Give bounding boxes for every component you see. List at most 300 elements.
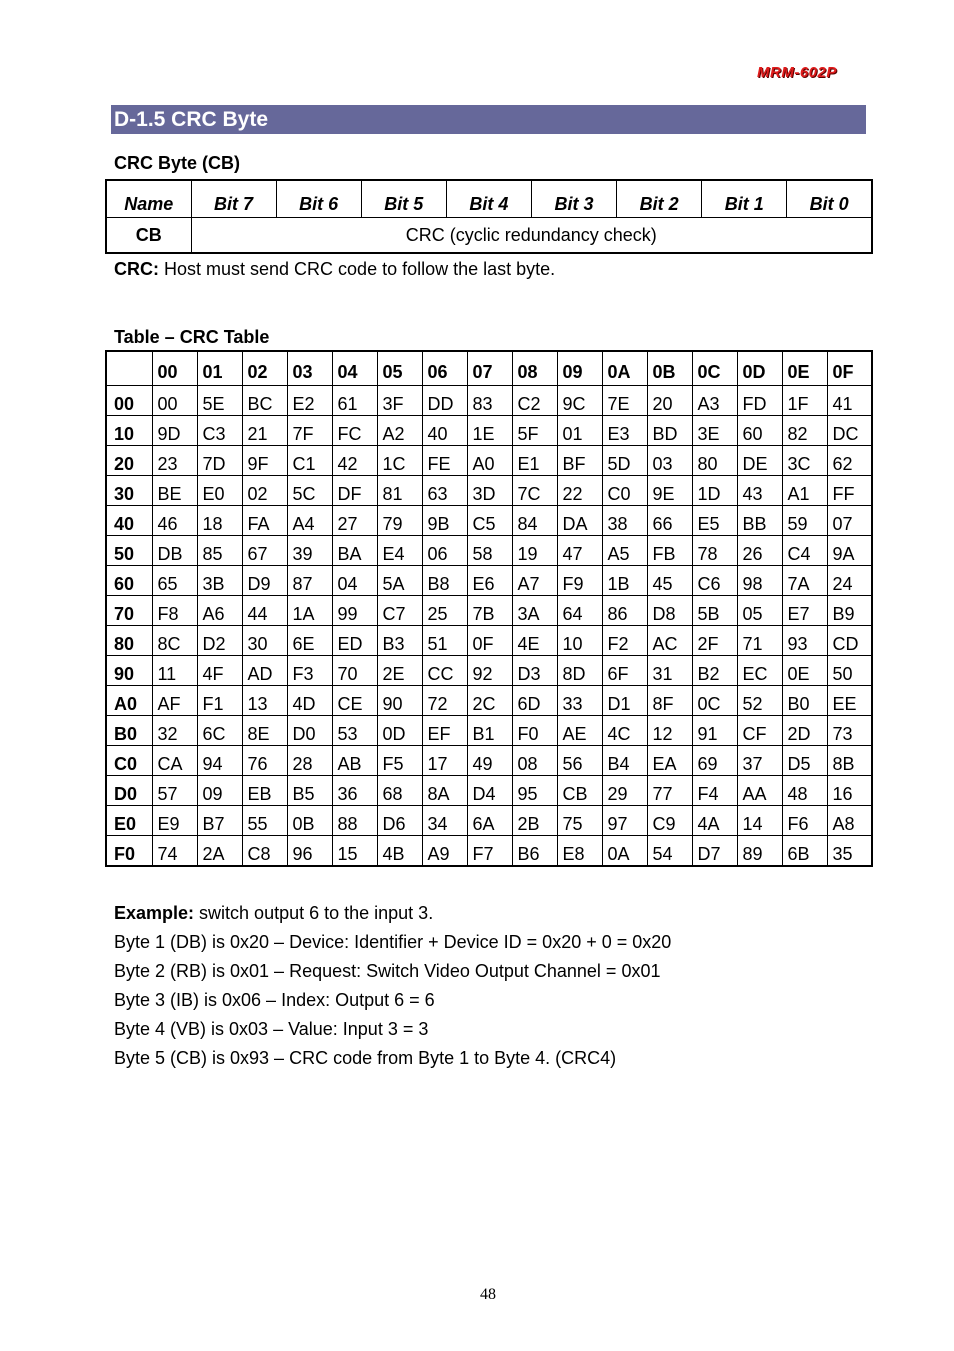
table-cell: 57	[152, 776, 197, 806]
crc-byte-table	[105, 179, 873, 254]
table-cell: 9D	[152, 416, 197, 446]
table-cell: 6F	[602, 656, 647, 686]
table-cell: E9	[152, 806, 197, 836]
table-row	[106, 806, 872, 836]
table-cell: 55	[242, 806, 287, 836]
table-cell: 69	[692, 746, 737, 776]
table-cell: 39	[287, 536, 332, 566]
table-cell: F3	[287, 656, 332, 686]
table-cell: 02	[242, 476, 287, 506]
row-header: 70	[106, 596, 152, 626]
table-cell: 33	[557, 686, 602, 716]
table-cell: 87	[287, 566, 332, 596]
table-cell: 81	[377, 476, 422, 506]
table-cell: EF	[422, 716, 467, 746]
table-cell: BB	[737, 506, 782, 536]
row-header: 40	[106, 506, 152, 536]
table-cell: 96	[287, 836, 332, 867]
table-cell: 21	[242, 416, 287, 446]
table-cell: 4B	[377, 836, 422, 867]
table-cell: FB	[647, 536, 692, 566]
header-name: Name	[106, 180, 191, 218]
table-cell: 95	[512, 776, 557, 806]
table-cell: 1C	[377, 446, 422, 476]
table-cell: 75	[557, 806, 602, 836]
table-cell: 65	[152, 566, 197, 596]
table-cell: B7	[197, 806, 242, 836]
table-cell: 10	[557, 626, 602, 656]
table-cell: CC	[422, 656, 467, 686]
table-cell: 18	[197, 506, 242, 536]
table-cell: 23	[152, 446, 197, 476]
table-cell: ED	[332, 626, 377, 656]
table-cell: 84	[512, 506, 557, 536]
table-cell: D3	[512, 656, 557, 686]
table-cell: E0	[197, 476, 242, 506]
table-cell: 68	[377, 776, 422, 806]
header-bit7: Bit 7	[191, 180, 276, 218]
table-cell: 42	[332, 446, 377, 476]
table-cell: 17	[422, 746, 467, 776]
header-bit5: Bit 5	[361, 180, 446, 218]
table-cell: 7E	[602, 386, 647, 416]
table-cell: 1A	[287, 596, 332, 626]
table-cell: 59	[782, 506, 827, 536]
table-cell: AD	[242, 656, 287, 686]
example-intro-text: switch output 6 to the input 3.	[194, 903, 434, 923]
row-header: D0	[106, 776, 152, 806]
table-row	[106, 386, 872, 416]
table-cell: 40	[422, 416, 467, 446]
section-title: D-1.5 CRC Byte	[111, 105, 866, 134]
table-cell: 60	[737, 416, 782, 446]
table-cell: C9	[647, 806, 692, 836]
table-cell: 77	[647, 776, 692, 806]
row-header: A0	[106, 686, 152, 716]
crc-table-header-row	[106, 351, 872, 386]
table-cell: 85	[197, 536, 242, 566]
table-cell: 0D	[377, 716, 422, 746]
table-cell: AE	[557, 716, 602, 746]
table-cell: 6A	[467, 806, 512, 836]
table-cell: E5	[692, 506, 737, 536]
table-cell: 62	[827, 446, 872, 476]
table-cell: 09	[197, 776, 242, 806]
page-number: 48	[480, 1286, 496, 1303]
table-cell: 5E	[197, 386, 242, 416]
table-cell: FE	[422, 446, 467, 476]
table-cell: 41	[827, 386, 872, 416]
table-cell: 49	[467, 746, 512, 776]
example-label: Example:	[114, 903, 195, 923]
table-cell: B9	[827, 596, 872, 626]
table-cell: A3	[692, 386, 737, 416]
table-cell: 56	[557, 746, 602, 776]
table-cell: 4E	[512, 626, 557, 656]
table-cell: 4C	[602, 716, 647, 746]
table-cell: 03	[647, 446, 692, 476]
table-cell: 13	[242, 686, 287, 716]
table-cell: C7	[377, 596, 422, 626]
table-cell: 8F	[647, 686, 692, 716]
table-cell: D6	[377, 806, 422, 836]
table-cell: BA	[332, 536, 377, 566]
column-header: 0F	[827, 351, 872, 386]
table-cell: C6	[692, 566, 737, 596]
table-cell: 9F	[242, 446, 287, 476]
table-cell: 89	[737, 836, 782, 867]
table-cell: 3B	[197, 566, 242, 596]
table-cell: C5	[467, 506, 512, 536]
table-cell: 88	[332, 806, 377, 836]
table-cell: 71	[737, 626, 782, 656]
table-cell: 15	[332, 836, 377, 867]
row-header: 50	[106, 536, 152, 566]
table-cell: 2E	[377, 656, 422, 686]
table-cell: 58	[467, 536, 512, 566]
table-cell: A6	[197, 596, 242, 626]
table-row	[106, 656, 872, 686]
table-cell: F6	[782, 806, 827, 836]
table-cell: BF	[557, 446, 602, 476]
table-cell: 11	[152, 656, 197, 686]
table-cell: 5B	[692, 596, 737, 626]
table-cell: F1	[197, 686, 242, 716]
table-cell: 1F	[782, 386, 827, 416]
table-cell: 8E	[242, 716, 287, 746]
table-cell: CD	[827, 626, 872, 656]
table-cell: 3E	[692, 416, 737, 446]
table-cell: FA	[242, 506, 287, 536]
table-cell: D5	[782, 746, 827, 776]
table-cell: 8D	[557, 656, 602, 686]
table-cell: 44	[242, 596, 287, 626]
table-cell: F8	[152, 596, 197, 626]
table-cell: FC	[332, 416, 377, 446]
table-row	[106, 416, 872, 446]
table-cell: E2	[287, 386, 332, 416]
crc-byte-header-row	[106, 180, 872, 218]
table-cell: 5D	[602, 446, 647, 476]
table-cell: C1	[287, 446, 332, 476]
table-cell: E1	[512, 446, 557, 476]
table-cell: D2	[197, 626, 242, 656]
column-header: 07	[467, 351, 512, 386]
table-cell: EA	[647, 746, 692, 776]
table-cell: 19	[512, 536, 557, 566]
table-cell: 4D	[287, 686, 332, 716]
table-cell: 9A	[827, 536, 872, 566]
row-header: 30	[106, 476, 152, 506]
table-cell: 31	[647, 656, 692, 686]
table-cell: AF	[152, 686, 197, 716]
table-cell: 97	[602, 806, 647, 836]
table-cell: DA	[557, 506, 602, 536]
table-cell: C8	[242, 836, 287, 867]
example-line-5: Byte 5 (CB) is 0x93 – CRC code from Byte 1 to Byte 4. (CRC4)	[114, 1048, 617, 1068]
column-header: 0D	[737, 351, 782, 386]
table-cell: A4	[287, 506, 332, 536]
table-cell: 26	[737, 536, 782, 566]
table-cell: 47	[557, 536, 602, 566]
table-cell: FF	[827, 476, 872, 506]
crc-byte-row	[106, 218, 872, 254]
table-cell: 34	[422, 806, 467, 836]
crc-lookup-table	[105, 350, 873, 867]
table-cell: BC	[242, 386, 287, 416]
table-cell: BE	[152, 476, 197, 506]
table-cell: 94	[197, 746, 242, 776]
row-header: 20	[106, 446, 152, 476]
table-cell: B4	[602, 746, 647, 776]
table-cell: 38	[602, 506, 647, 536]
column-header: 01	[197, 351, 242, 386]
row-header: E0	[106, 806, 152, 836]
table-cell: 14	[737, 806, 782, 836]
table-cell: 2F	[692, 626, 737, 656]
row-header: 10	[106, 416, 152, 446]
table-cell: 22	[557, 476, 602, 506]
table-cell: 04	[332, 566, 377, 596]
table-cell: 83	[467, 386, 512, 416]
table-cell: 46	[152, 506, 197, 536]
table-cell: 0E	[782, 656, 827, 686]
table-row	[106, 626, 872, 656]
example-line-4: Byte 4 (VB) is 0x03 – Value: Input 3 = 3	[114, 1019, 429, 1039]
column-header: 03	[287, 351, 332, 386]
table-cell: 3F	[377, 386, 422, 416]
table-cell: B1	[467, 716, 512, 746]
table-cell: A1	[782, 476, 827, 506]
table-cell: 99	[332, 596, 377, 626]
table-cell: 91	[692, 716, 737, 746]
table-cell: 8C	[152, 626, 197, 656]
table-cell: D7	[692, 836, 737, 867]
example-line-3: Byte 3 (IB) is 0x06 – Index: Output 6 = 6	[114, 990, 435, 1010]
table-row	[106, 476, 872, 506]
table-cell: 1D	[692, 476, 737, 506]
header-bit2: Bit 2	[617, 180, 702, 218]
example-line-2: Byte 2 (RB) is 0x01 – Request: Switch Video Output Channel = 0x01	[114, 961, 661, 981]
column-header: 09	[557, 351, 602, 386]
table-cell: 50	[827, 656, 872, 686]
column-header: 06	[422, 351, 467, 386]
crc-note	[114, 259, 555, 280]
table-cell: 54	[647, 836, 692, 867]
table-cell: B2	[692, 656, 737, 686]
row-header: 90	[106, 656, 152, 686]
table-cell: 12	[647, 716, 692, 746]
table-cell: 32	[152, 716, 197, 746]
table-cell: 1E	[467, 416, 512, 446]
table-cell: 4A	[692, 806, 737, 836]
table-cell: DB	[152, 536, 197, 566]
table-cell: D0	[287, 716, 332, 746]
header-bit6: Bit 6	[276, 180, 361, 218]
table-cell: C2	[512, 386, 557, 416]
header-bit4: Bit 4	[446, 180, 531, 218]
table-cell: 63	[422, 476, 467, 506]
table-cell: 5F	[512, 416, 557, 446]
table-cell: 86	[602, 596, 647, 626]
row-header: F0	[106, 836, 152, 867]
table-cell: CA	[152, 746, 197, 776]
table-cell: 79	[377, 506, 422, 536]
table-cell: 9E	[647, 476, 692, 506]
table-cell: 0F	[467, 626, 512, 656]
table-cell: AB	[332, 746, 377, 776]
table-cell: A9	[422, 836, 467, 867]
table-cell: 6B	[782, 836, 827, 867]
table-cell: A8	[827, 806, 872, 836]
table-row	[106, 746, 872, 776]
table-cell: F2	[602, 626, 647, 656]
table-cell: 0C	[692, 686, 737, 716]
table-cell: 6C	[197, 716, 242, 746]
example-intro	[114, 899, 671, 928]
table-cell: DE	[737, 446, 782, 476]
crc-note-text: Host must send CRC code to follow the last byte.	[159, 259, 556, 279]
table-cell: FD	[737, 386, 782, 416]
table-cell: D4	[467, 776, 512, 806]
table-cell: 8A	[422, 776, 467, 806]
table-cell: 9C	[557, 386, 602, 416]
table-cell: 1B	[602, 566, 647, 596]
table-cell: 93	[782, 626, 827, 656]
table-cell: 3A	[512, 596, 557, 626]
table-cell: 0B	[287, 806, 332, 836]
column-header: 04	[332, 351, 377, 386]
table-cell: DD	[422, 386, 467, 416]
table-cell: 43	[737, 476, 782, 506]
table-cell: 98	[737, 566, 782, 596]
column-header: 0C	[692, 351, 737, 386]
table-cell: 37	[737, 746, 782, 776]
table-cell: 6E	[287, 626, 332, 656]
column-header: 0B	[647, 351, 692, 386]
crc-byte-caption: CRC Byte (CB)	[114, 153, 240, 173]
table-cell: 6D	[512, 686, 557, 716]
table-cell: 8B	[827, 746, 872, 776]
table-cell: B8	[422, 566, 467, 596]
table-cell: 24	[827, 566, 872, 596]
table-cell: 27	[332, 506, 377, 536]
table-cell: 45	[647, 566, 692, 596]
table-row	[106, 776, 872, 806]
table-cell: C3	[197, 416, 242, 446]
table-cell: D8	[647, 596, 692, 626]
table-cell: 07	[827, 506, 872, 536]
header-bit0: Bit 0	[787, 180, 872, 218]
table-cell: 9B	[422, 506, 467, 536]
table-cell: A7	[512, 566, 557, 596]
table-cell: 2D	[782, 716, 827, 746]
table-cell: B0	[782, 686, 827, 716]
table-cell: 92	[467, 656, 512, 686]
table-cell: 28	[287, 746, 332, 776]
table-cell: CE	[332, 686, 377, 716]
table-cell: 72	[422, 686, 467, 716]
brand-logo: MRM-602P	[757, 64, 837, 81]
table-cell: 08	[512, 746, 557, 776]
table-cell: 82	[782, 416, 827, 446]
table-cell: E4	[377, 536, 422, 566]
table-cell: EC	[737, 656, 782, 686]
table-row	[106, 446, 872, 476]
table-cell: 78	[692, 536, 737, 566]
table-cell: 7A	[782, 566, 827, 596]
table-cell: F7	[467, 836, 512, 867]
table-cell: 7F	[287, 416, 332, 446]
example-line-1: Byte 1 (DB) is 0x20 – Device: Identifier + Device ID = 0x20 + 0 = 0x20	[114, 932, 672, 952]
example-block	[114, 899, 671, 1073]
table-cell: 61	[332, 386, 377, 416]
table-cell: E7	[782, 596, 827, 626]
table-row	[106, 536, 872, 566]
table-cell: 06	[422, 536, 467, 566]
table-cell: 7D	[197, 446, 242, 476]
table-cell: 20	[647, 386, 692, 416]
row-description: CRC (cyclic redundancy check)	[191, 218, 872, 254]
table-cell: 36	[332, 776, 377, 806]
table-cell: 4F	[197, 656, 242, 686]
table-cell: AA	[737, 776, 782, 806]
table-cell: F0	[512, 716, 557, 746]
table-cell: C0	[602, 476, 647, 506]
table-cell: B5	[287, 776, 332, 806]
table-cell: 48	[782, 776, 827, 806]
table-cell: 25	[422, 596, 467, 626]
table-cell: 5A	[377, 566, 422, 596]
table-row	[106, 716, 872, 746]
table-cell: 35	[827, 836, 872, 867]
column-header: 05	[377, 351, 422, 386]
row-header: 60	[106, 566, 152, 596]
table-row	[106, 506, 872, 536]
table-cell: B6	[512, 836, 557, 867]
column-header: 00	[152, 351, 197, 386]
table-cell: 5C	[287, 476, 332, 506]
table-cell: CF	[737, 716, 782, 746]
column-header: 0A	[602, 351, 647, 386]
table-cell: AC	[647, 626, 692, 656]
table-cell: E3	[602, 416, 647, 446]
table-row	[106, 836, 872, 867]
table-cell: 70	[332, 656, 377, 686]
row-header: 80	[106, 626, 152, 656]
table-cell: DF	[332, 476, 377, 506]
table-cell: 90	[377, 686, 422, 716]
table-cell: 76	[242, 746, 287, 776]
table-cell: DC	[827, 416, 872, 446]
table-cell: 29	[602, 776, 647, 806]
table-cell: A0	[467, 446, 512, 476]
table-row	[106, 686, 872, 716]
table-cell: 67	[242, 536, 287, 566]
table-cell: 3C	[782, 446, 827, 476]
column-header: 02	[242, 351, 287, 386]
table-cell: 66	[647, 506, 692, 536]
table-cell: 2B	[512, 806, 557, 836]
header-bit1: Bit 1	[702, 180, 787, 218]
table-cell: 80	[692, 446, 737, 476]
table-cell: 3D	[467, 476, 512, 506]
table-cell: 2C	[467, 686, 512, 716]
table-cell: C4	[782, 536, 827, 566]
table-cell: 7C	[512, 476, 557, 506]
table-cell: D1	[602, 686, 647, 716]
table-cell: D9	[242, 566, 287, 596]
